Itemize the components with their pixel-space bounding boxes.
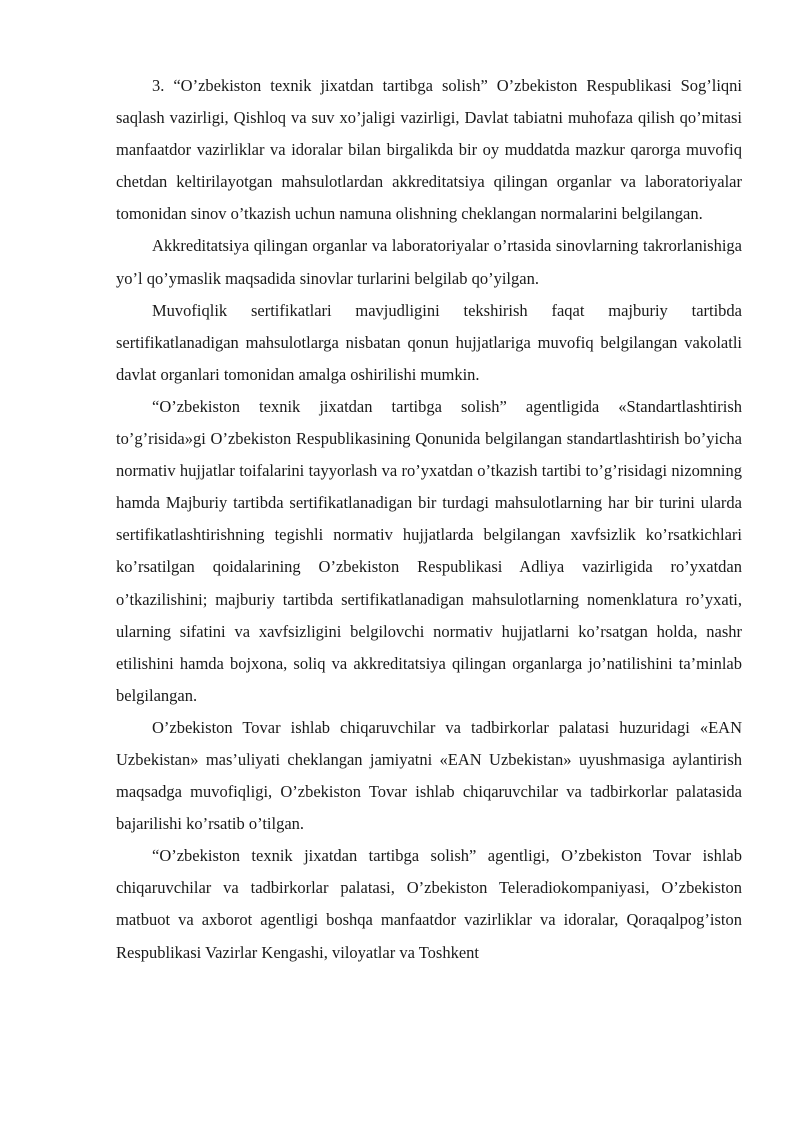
paragraph-3: Muvofiqlik sertifikatlari mavjudligini tekshirish faqat majburiy tartibda sertifikatlanadigan mahsulotlarga nisbatan qonun hujjatlariga muvofiq belgilangan vakolatli davlat organlari tomonidan amalga oshirilishi mumkin. [116,300,742,384]
paragraph-6: “O’zbekiston texnik jixatdan tartibga solish” agentligi, O’zbekiston Tovar ishlab chiqaruvchilar va tadbirkorlar palatasi, O’zbekiston Teleradiokompaniyasi, O’zbekiston matbuot va axborot agentligi boshqa manfaatdor vazirliklar va idoralar, Qoraqalpog’iston Respublikasi Vazirlar Kengashi, viloyatlar va Toshkent [116,846,742,962]
paragraph-2: Akkreditatsiya qilingan organlar va laboratoriyalar o’rtasida sinovlarning takrorlanishiga yo’l qo’ymaslik maqsadida sinovlar turlarini belgilab qo’yilgan. [116,236,742,288]
paragraph-1: 3. “O’zbekiston texnik jixatdan tartibga solish” O’zbekiston Respublikasi Sog’liqni saqlash vazirligi, Qishloq va suv xo’jaligi vazirligi, Davlat tabiatni muhofaza qilish qo’mitasi manfaatdor vazirliklar va idoralar bilan birgalikda bir oy muddatda mazkur qarorga muvofiq chetdan keltirilayotgan mahsulotlardan akkreditatsiya qilingan organlar va laboratoriyalar tomonidan sinov o’tkazish uchun namuna olishning cheklangan normalarini belgilangan. [116,76,742,224]
document-body [116,70,742,969]
paragraph-4: “O’zbekiston texnik jixatdan tartibga solish” agentligida «Standartlashtirish to’g’risida»gi O’zbekiston Respublikasining Qonunida belgilangan standartlashtirish bo’yicha normativ hujjatlar toifalarini tayyorlash va ro’yxatdan o’tkazish tartibi to’g’risidagi nizomning hamda Majburiy tartibda sertifikatlanadigan bir turdagi mahsulotlarning har bir turini ularda sertifikatlashtirishning tegishli normativ hujjatlarda belgilangan xavfsizlik ko’rsatkichlari ko’rsatilgan qoidalarining O’zbekiston Respublikasi Adliya vazirligida ro’yxatdan o’tkazilishini; majburiy tartibda sertifikatlanadigan mahsulotlarning nomenklatura ro’yxati, ularning sifatini va xavfsizligini belgilovchi normativ hujjatlarni ko’rsatgan holda, nashr etilishini hamda bojxona, soliq va akkreditatsiya qilingan organlarga jo’natilishini ta’minlab belgilangan. [116,396,742,705]
paragraph-5: O’zbekiston Tovar ishlab chiqaruvchilar va tadbirkorlar palatasi huzuridagi «EAN Uzbekistan» mas’uliyati cheklangan jamiyatni «EAN Uzbekistan» uyushmasiga aylantirish maqsadga muvofiqligi, O’zbekiston Tovar ishlab chiqaruvchilar va tadbirkorlar palatasida bajarilishi ko’rsatib o’tilgan. [116,717,742,834]
